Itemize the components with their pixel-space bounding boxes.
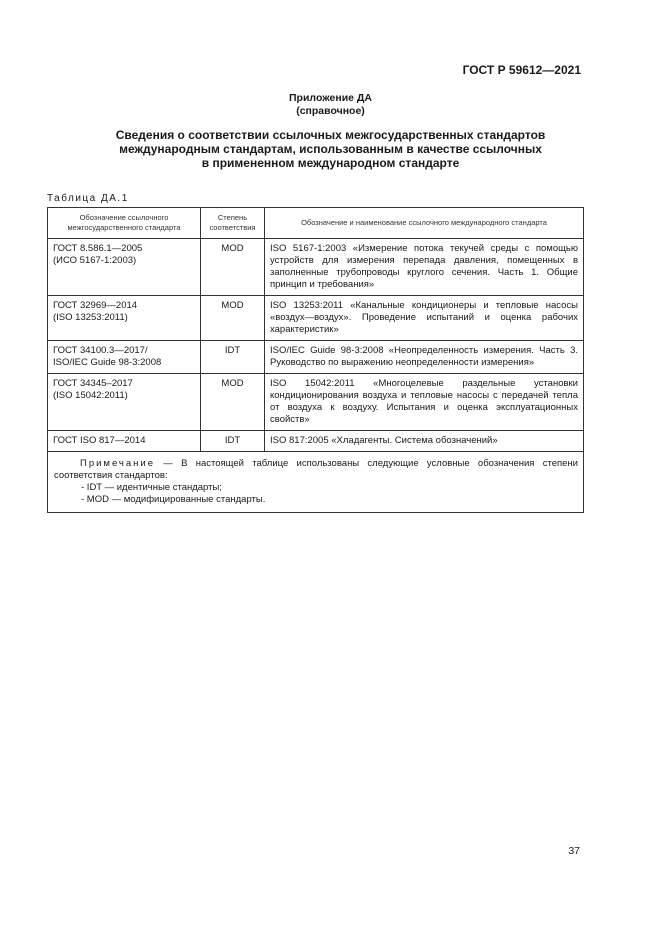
table-label: Таблица ДА.1 <box>47 193 129 204</box>
annex-subject-title <box>60 128 601 170</box>
header-national-standard-line-2: межгосударственного стандарта <box>67 223 181 232</box>
annex-subject-line-2: международным стандартам, использованным в качестве ссылочных <box>119 142 542 156</box>
international-standard-cell: ISO 13253:2011 «Канальные кондиционеры и тепловые насосы «воздух—воздух». Проведение испытаний и оценка рабочих характеристик» <box>265 296 584 341</box>
national-standard-ref: (ИСО 5167-1:2003) <box>53 255 137 266</box>
header-degree-line-2: соответствия <box>209 223 256 232</box>
table-row <box>48 239 584 296</box>
table-row <box>48 374 584 431</box>
annex-status: (справочное) <box>296 105 365 117</box>
correspondence-table <box>47 207 584 513</box>
national-standard-cell <box>48 296 201 341</box>
annex-subject-line-1: Сведения о соответствии ссылочных межгосударственных стандартов <box>115 128 546 142</box>
table-header-row <box>48 208 584 239</box>
note-lead: Примечание <box>80 458 155 469</box>
annex-subject-line-3: в примененном международном стандарте <box>201 156 460 170</box>
table-row <box>48 341 584 374</box>
national-standard-ref: (ISO 13253:2011) <box>53 312 128 323</box>
international-standard-cell: ISO 15042:2011 «Многоцелевые раздельные установки кондиционирования воздуха и тепловые насосы с передачей тепла от воздуха к воздуху. Испытания и оценка эксплуатационных свойств» <box>265 374 584 431</box>
degree-cell: IDT <box>201 341 265 374</box>
header-national-standard-line-1: Обозначение ссылочного <box>79 213 169 222</box>
national-standard-code: ГОСТ ISO 817—2014 <box>53 435 146 446</box>
national-standard-cell <box>48 239 201 296</box>
national-standard-ref: ISO/IEC Guide 98-3:2008 <box>53 357 162 368</box>
national-standard-cell <box>48 431 201 452</box>
header-degree <box>201 208 265 239</box>
international-standard-cell: ISO 5167-1:2003 «Измерение потока текучей среды с помощью устройств для измерения перепада давления, помещенных в заполненные трубопроводы круглого сечения. Часть 1. Общие принцип и требования» <box>265 239 584 296</box>
annex-heading <box>0 92 661 118</box>
degree-cell: MOD <box>201 239 265 296</box>
table-note <box>48 452 584 513</box>
national-standard-code: ГОСТ 34100.3—2017/ <box>53 345 148 356</box>
international-standard-cell: ISO 817:2005 «Хладагенты. Система обозначений» <box>265 431 584 452</box>
degree-cell: MOD <box>201 296 265 341</box>
national-standard-code: ГОСТ 34345–2017 <box>53 378 133 389</box>
national-standard-cell <box>48 341 201 374</box>
header-international-standard: Обозначение и наименование ссылочного международного стандарта <box>265 208 584 239</box>
degree-cell: IDT <box>201 431 265 452</box>
table-note-row <box>48 452 584 513</box>
document-code: ГОСТ Р 59612—2021 <box>462 63 581 77</box>
table-row <box>48 431 584 452</box>
national-standard-ref: (ISO 15042:2011) <box>53 390 128 401</box>
note-body: — В настоящей таблице использованы следующие условные обозначения степени соответствия стандартов: <box>54 458 578 481</box>
national-standard-code: ГОСТ 8.586.1—2005 <box>53 243 143 254</box>
note-item-mod: - MOD — модифицированные стандарты. <box>81 494 266 505</box>
table-row <box>48 296 584 341</box>
national-standard-cell <box>48 374 201 431</box>
note-item-idt: - IDT — идентичные стандарты; <box>81 482 222 493</box>
note-text <box>54 458 578 482</box>
header-degree-line-1: Степень <box>217 213 248 222</box>
degree-cell: MOD <box>201 374 265 431</box>
national-standard-code: ГОСТ 32969—2014 <box>53 300 138 311</box>
page-number: 37 <box>568 845 580 857</box>
international-standard-cell: ISO/IEC Guide 98-3:2008 «Неопределенность измерения. Часть 3. Руководство по выражению неопределенности измерения» <box>265 341 584 374</box>
annex-title: Приложение ДА <box>289 92 372 104</box>
header-national-standard <box>48 208 201 239</box>
